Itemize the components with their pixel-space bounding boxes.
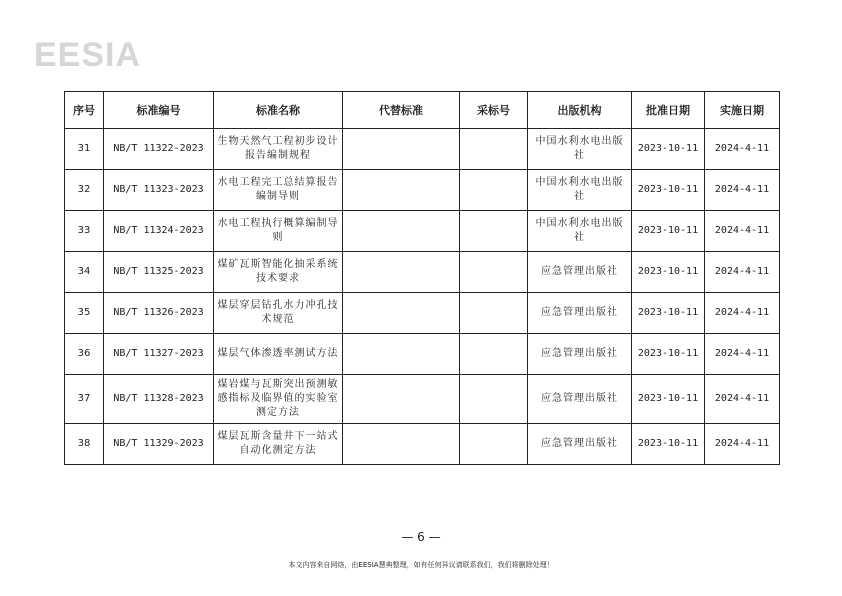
row-index: 31 xyxy=(65,129,104,170)
row-publisher: 中国水利水电出版社 xyxy=(528,170,632,211)
row-title: 煤岩煤与瓦斯突出预测敏感指标及临界值的实验室测定方法 xyxy=(214,375,343,424)
row-title: 水电工程执行概算编制导则 xyxy=(214,211,343,252)
row-effective: 2024-4-11 xyxy=(705,211,780,252)
row-index: 35 xyxy=(65,293,104,334)
table-row xyxy=(65,211,780,252)
row-title: 煤层气体渗透率测试方法 xyxy=(214,334,343,375)
page-number: — 6 — xyxy=(401,530,441,544)
row-approved: 2023-10-11 xyxy=(632,293,705,334)
table-row xyxy=(65,129,780,170)
row-code: NB/T 11327-2023 xyxy=(104,334,214,375)
col-header-publisher: 出版机构 xyxy=(528,92,632,129)
row-adopted xyxy=(460,211,528,252)
row-publisher: 应急管理出版社 xyxy=(528,375,632,424)
row-code: NB/T 11328-2023 xyxy=(104,375,214,424)
row-effective: 2024-4-11 xyxy=(705,424,780,465)
table-header-row xyxy=(65,92,780,129)
row-effective: 2024-4-11 xyxy=(705,375,780,424)
eesia-logo: EESIA xyxy=(34,36,142,74)
row-adopted xyxy=(460,334,528,375)
row-replaces xyxy=(343,424,460,465)
table-row xyxy=(65,170,780,211)
table-row xyxy=(65,424,780,465)
row-title: 煤矿瓦斯智能化抽采系统技术要求 xyxy=(214,252,343,293)
row-code: NB/T 11323-2023 xyxy=(104,170,214,211)
row-replaces xyxy=(343,252,460,293)
row-index: 37 xyxy=(65,375,104,424)
row-title: 水电工程完工总结算报告编制导则 xyxy=(214,170,343,211)
row-index: 38 xyxy=(65,424,104,465)
row-approved: 2023-10-11 xyxy=(632,424,705,465)
row-publisher: 应急管理出版社 xyxy=(528,334,632,375)
col-header-adopted: 采标号 xyxy=(460,92,528,129)
row-index: 34 xyxy=(65,252,104,293)
table-row xyxy=(65,334,780,375)
row-effective: 2024-4-11 xyxy=(705,293,780,334)
col-header-index: 序号 xyxy=(65,92,104,129)
row-publisher: 应急管理出版社 xyxy=(528,293,632,334)
row-title: 生物天然气工程初步设计报告编制规程 xyxy=(214,129,343,170)
row-code: NB/T 11325-2023 xyxy=(104,252,214,293)
row-effective: 2024-4-11 xyxy=(705,252,780,293)
row-effective: 2024-4-11 xyxy=(705,334,780,375)
row-adopted xyxy=(460,170,528,211)
row-index: 33 xyxy=(65,211,104,252)
row-index: 32 xyxy=(65,170,104,211)
row-publisher: 中国水利水电出版社 xyxy=(528,211,632,252)
row-adopted xyxy=(460,129,528,170)
row-code: NB/T 11329-2023 xyxy=(104,424,214,465)
footer-disclaimer: 本文内容来自网络，由EESIA慧典整理，如有任何异议请联系我们，我们将删除处理！ xyxy=(288,561,554,569)
row-code: NB/T 11322-2023 xyxy=(104,129,214,170)
row-effective: 2024-4-11 xyxy=(705,129,780,170)
row-effective: 2024-4-11 xyxy=(705,170,780,211)
row-title: 煤层穿层钻孔水力冲孔技术规范 xyxy=(214,293,343,334)
row-publisher: 中国水利水电出版社 xyxy=(528,129,632,170)
row-approved: 2023-10-11 xyxy=(632,129,705,170)
col-header-approved: 批准日期 xyxy=(632,92,705,129)
row-adopted xyxy=(460,375,528,424)
row-approved: 2023-10-11 xyxy=(632,211,705,252)
row-adopted xyxy=(460,252,528,293)
col-header-replaces: 代替标准 xyxy=(343,92,460,129)
row-replaces xyxy=(343,129,460,170)
row-publisher: 应急管理出版社 xyxy=(528,252,632,293)
col-header-name: 标准名称 xyxy=(214,92,343,129)
standards-table xyxy=(64,91,780,465)
row-code: NB/T 11326-2023 xyxy=(104,293,214,334)
row-index: 36 xyxy=(65,334,104,375)
row-approved: 2023-10-11 xyxy=(632,334,705,375)
col-header-code: 标准编号 xyxy=(104,92,214,129)
col-header-effective: 实施日期 xyxy=(705,92,780,129)
row-code: NB/T 11324-2023 xyxy=(104,211,214,252)
row-approved: 2023-10-11 xyxy=(632,252,705,293)
row-replaces xyxy=(343,170,460,211)
row-approved: 2023-10-11 xyxy=(632,170,705,211)
row-title: 煤层瓦斯含量井下一站式自动化测定方法 xyxy=(214,424,343,465)
row-approved: 2023-10-11 xyxy=(632,375,705,424)
row-adopted xyxy=(460,424,528,465)
row-replaces xyxy=(343,293,460,334)
row-replaces xyxy=(343,334,460,375)
table-row xyxy=(65,293,780,334)
row-replaces xyxy=(343,375,460,424)
table-row xyxy=(65,252,780,293)
table-row xyxy=(65,375,780,424)
row-replaces xyxy=(343,211,460,252)
row-adopted xyxy=(460,293,528,334)
row-publisher: 应急管理出版社 xyxy=(528,424,632,465)
